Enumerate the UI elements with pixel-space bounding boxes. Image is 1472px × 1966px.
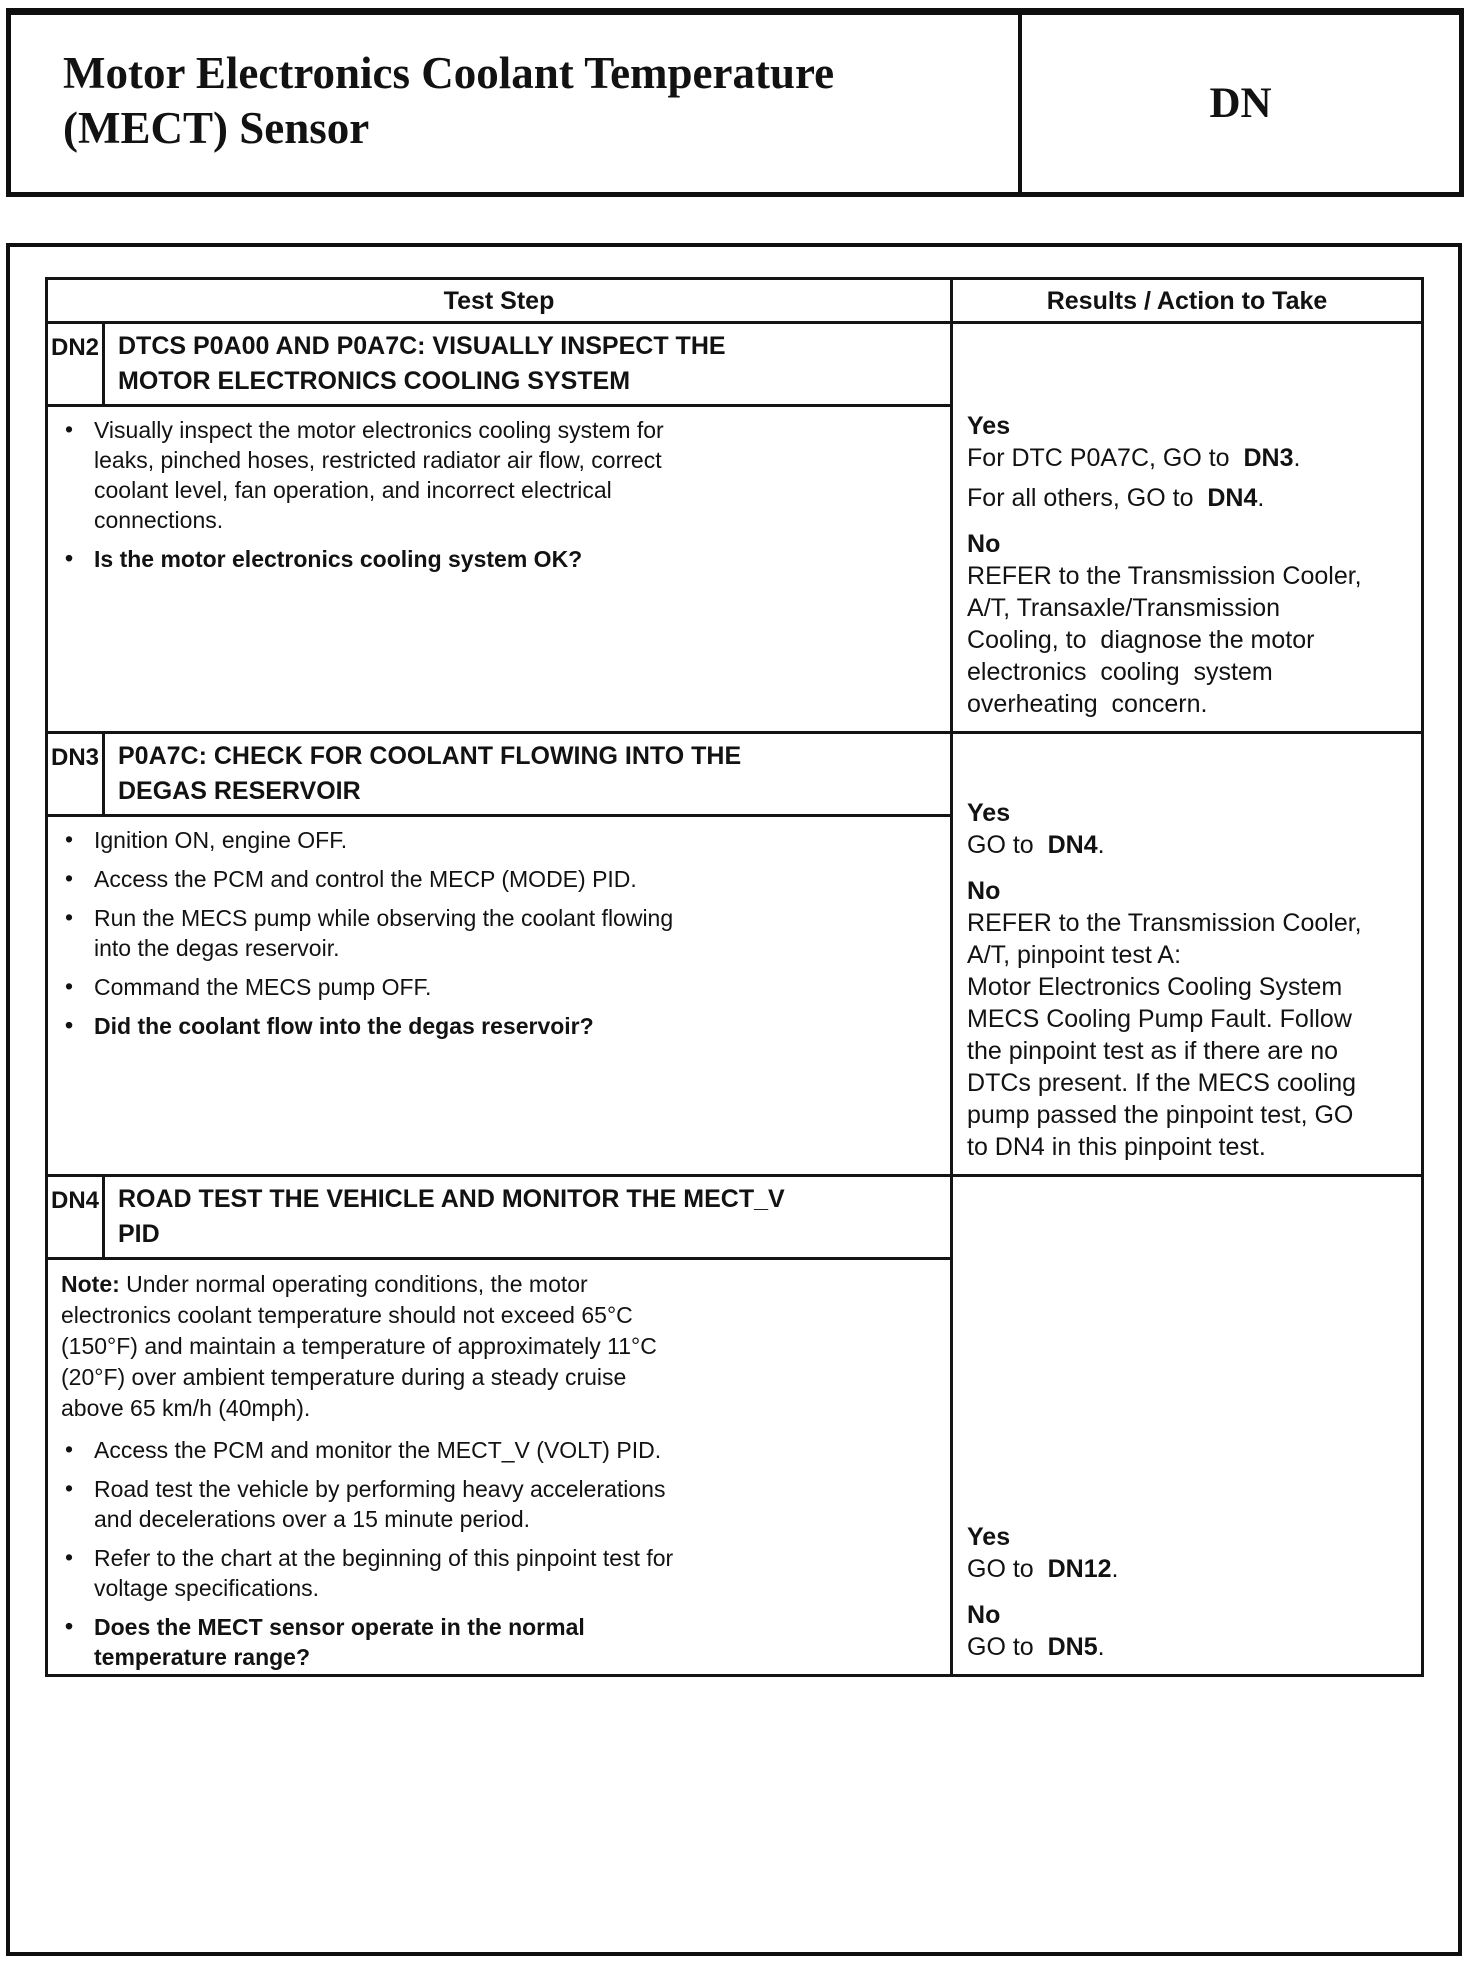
bullet-line: • Refer to the chart at the beginning of this pinpoint test for [94,1545,674,1571]
header-code-cell [1022,15,1459,192]
pinpoint-test-table [45,277,1424,1677]
result-line [967,561,1415,591]
text-segment: Note: [61,1271,120,1297]
bullet-item [48,1011,950,1041]
bullet-line: • Access the PCM and monitor the MECT_V (VOLT) PID. [94,1437,662,1463]
text-segment: DN12 [1047,1555,1112,1583]
bullet-line: into the degas reservoir. [94,935,340,961]
bullet-item [48,972,950,1002]
text-segment: . [1111,1555,1119,1583]
step-title-line: DEGAS RESERVOIR [118,777,361,805]
text-segment: DTCs present. If the MECS cooling [967,1069,1357,1097]
text-segment: pump passed the pinpoint test, GO [967,1101,1354,1129]
step-title-line: ROAD TEST THE VEHICLE AND MONITOR THE MECT_V [118,1185,785,1213]
result-label: No [967,530,1001,558]
note-line [61,1300,950,1330]
note-block [48,1269,950,1423]
note-line [61,1269,950,1299]
bullet-line: voltage specifications. [94,1575,320,1601]
result-line [967,1100,1415,1130]
bullet-item [48,544,950,574]
bullet-line: coolant level, fan operation, and incorrect electrical [94,477,612,503]
bullet-line: leaks, pinched hoses, restricted radiator air flow, correct [94,447,662,473]
step-body-cell [47,406,952,733]
text-segment: . [1097,1633,1105,1661]
page-title-line-1: Motor Electronics Coolant Temperature [63,48,835,98]
result-label: No [967,877,1001,905]
result-label: Yes [967,412,1011,440]
step-title-row [47,733,1423,816]
result-line [967,483,1415,513]
text-segment: electronics coolant temperature should not exceed 65°C [61,1302,633,1328]
text-segment: above 65 km/h (40mph). [61,1395,311,1421]
step-title-cell [104,323,952,406]
bullet-line: • Road test the vehicle by performing heavy accelerations [94,1476,666,1502]
text-segment: overheating concern. [967,690,1208,718]
result-line [967,1132,1415,1162]
bullet-item [48,864,950,894]
step-id-cell: DN3 [47,733,104,816]
step-title-line: DTCS P0A00 AND P0A7C: VISUALLY INSPECT THE [118,332,726,360]
text-segment: REFER to the Transmission Cooler, [967,562,1362,590]
header-title-cell [11,15,1022,192]
step-id-cell: DN2 [47,323,104,406]
bullet-item [48,1474,950,1534]
text-segment: MECS Cooling Pump Fault. Follow [967,1005,1352,1033]
result-line [967,1554,1415,1584]
step-title-row [47,1176,1423,1259]
result-line [967,443,1415,473]
bullet-line: • Visually inspect the motor electronics cooling system for [94,417,664,443]
page-title-line-2: (MECT) Sensor [63,103,370,153]
result-line [967,1632,1415,1662]
text-segment: DN4 [1207,484,1258,512]
bullet-line: • Ignition ON, engine OFF. [94,827,348,853]
text-segment: GO to [967,1555,1048,1583]
result-line [967,830,1415,860]
bullet-item [48,1612,950,1672]
text-segment: Under normal operating conditions, the motor [119,1271,588,1297]
text-segment: . [1097,831,1105,859]
result-line [967,593,1415,623]
text-segment: Motor Electronics Cooling System [967,973,1343,1001]
text-segment: DN3 [1243,444,1294,472]
text-segment: GO to [967,1633,1048,1661]
step-id-cell: DN4 [47,1176,104,1259]
note-line [61,1393,950,1423]
bullet-item [48,903,950,963]
steps-tbody [47,323,1423,1676]
bullet-item [48,1543,950,1603]
page-title [11,15,1018,156]
bullet-line: temperature range? [94,1644,311,1670]
result-line [967,1068,1415,1098]
step-body-cell [47,1259,952,1676]
result-line [967,657,1415,687]
bullet-item [48,825,950,855]
step-results-cell [952,323,1423,733]
table-header-row [47,279,1423,323]
column-header-results: Results / Action to Take [952,279,1423,323]
bullet-line: • Command the MECS pump OFF. [94,974,432,1000]
note-line [61,1331,950,1361]
text-segment: electronics cooling system [967,658,1273,686]
result-label: No [967,1601,1001,1629]
result-line [967,1036,1415,1066]
bullet-line: • Is the motor electronics cooling system OK? [94,546,583,572]
text-segment: the pinpoint test as if there are no [967,1037,1339,1065]
text-segment: DN5 [1047,1633,1098,1661]
text-segment: For all others, GO to [967,484,1208,512]
step-title-line: PID [118,1220,160,1248]
column-header-test-step: Test Step [47,279,952,323]
step-title-cell [104,1176,952,1259]
pinpoint-test-code: DN [1209,80,1272,127]
text-segment: DN4 [1047,831,1098,859]
text-segment: REFER to the Transmission Cooler, [967,909,1362,937]
text-segment: . [1293,444,1301,472]
step-results-cell [952,733,1423,1176]
step-results-cell [952,1176,1423,1676]
bullet-line: • Run the MECS pump while observing the coolant flowing [94,905,674,931]
result-label: Yes [967,1523,1011,1551]
result-line [967,689,1415,719]
text-segment: A/T, pinpoint test A: [967,941,1182,969]
bullet-line: • Did the coolant flow into the degas reservoir? [94,1013,594,1039]
text-segment: (20°F) over ambient temperature during a steady cruise [61,1364,627,1390]
bullet-line: and decelerations over a 15 minute period. [94,1506,531,1532]
bullet-line: • Does the MECT sensor operate in the normal [94,1614,585,1640]
text-segment: GO to [967,831,1048,859]
result-line [967,625,1415,655]
step-body-cell [47,816,952,1176]
step-title-line: MOTOR ELECTRONICS COOLING SYSTEM [118,367,631,395]
text-segment: to DN4 in this pinpoint test. [967,1133,1266,1161]
document-header [6,8,1464,197]
text-segment: For DTC P0A7C, GO to [967,444,1244,472]
text-segment: . [1257,484,1265,512]
result-line [967,908,1415,938]
note-line [61,1362,950,1392]
result-line [967,972,1415,1002]
result-line [967,1004,1415,1034]
step-title-cell [104,733,952,816]
bullet-line: connections. [94,507,224,533]
bullet-item [48,415,950,535]
step-title-line: P0A7C: CHECK FOR COOLANT FLOWING INTO THE [118,742,742,770]
text-segment: (150°F) and maintain a temperature of approximately 11°C [61,1333,657,1359]
result-label: Yes [967,799,1011,827]
result-line [967,940,1415,970]
bullet-line: • Access the PCM and control the MECP (MODE) PID. [94,866,637,892]
bullet-item [48,1435,950,1465]
step-title-row [47,323,1423,406]
text-segment: Cooling, to diagnose the motor [967,626,1315,654]
text-segment: A/T, Transaxle/Transmission [967,594,1281,622]
